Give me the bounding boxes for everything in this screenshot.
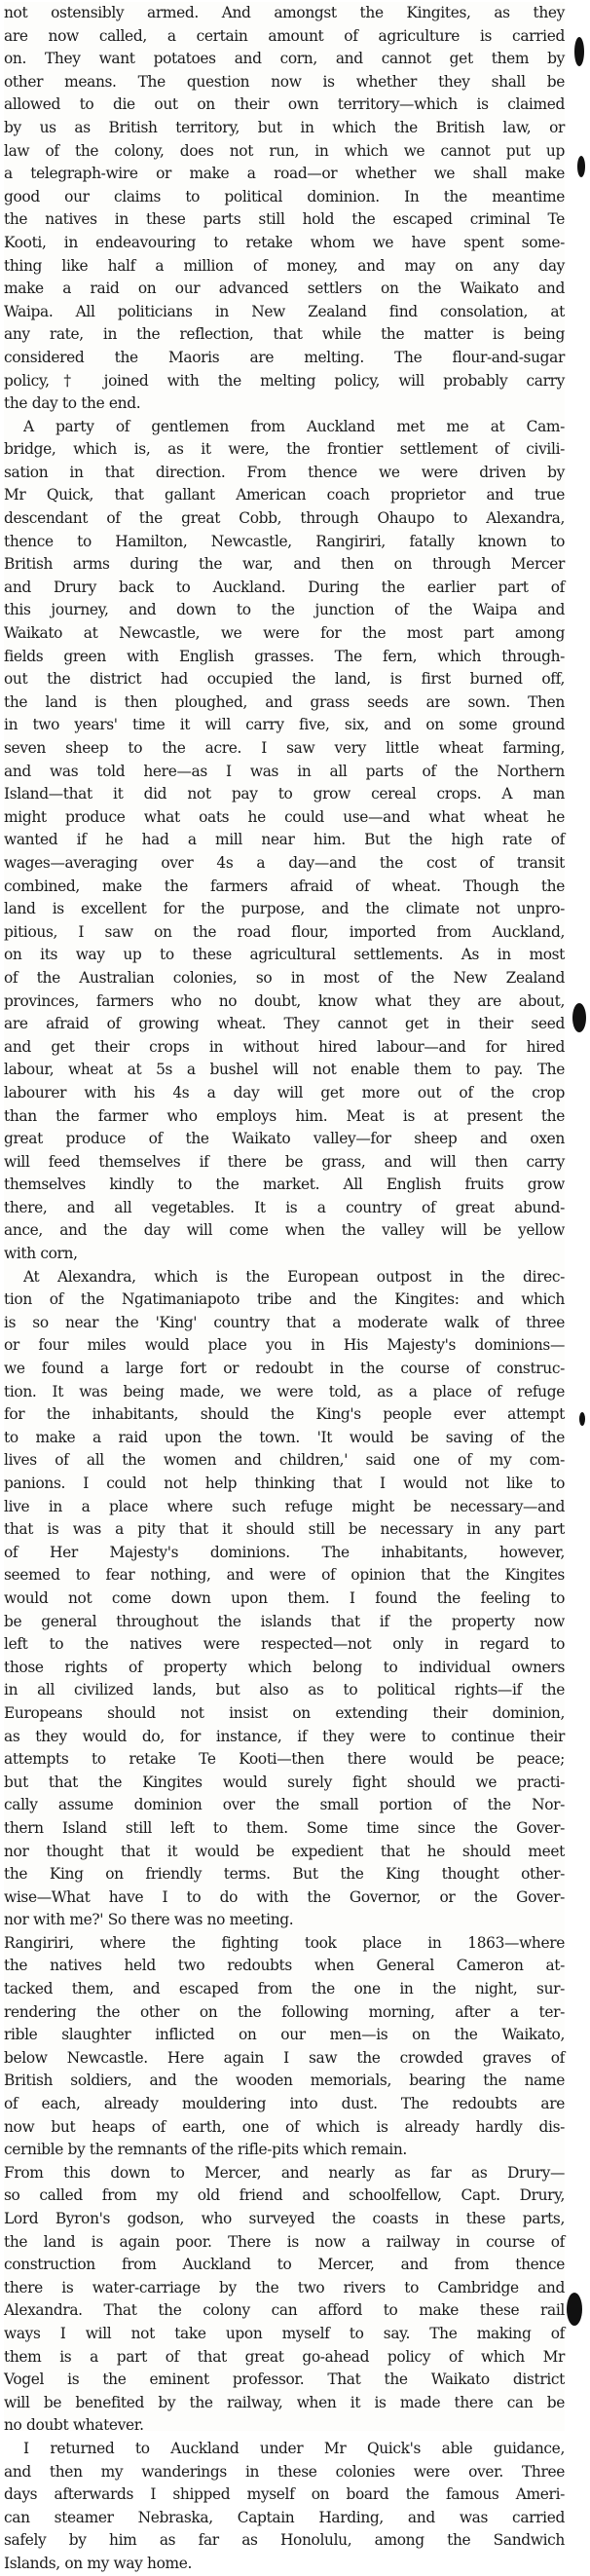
text-line: and was told here—as I was in all parts of the Northern — [4, 762, 565, 780]
text-line: live in a place where such refuge might be necessary—and — [4, 1497, 565, 1515]
paragraph-alexandra-redoubt — [4, 1266, 565, 1932]
text-line: will feed themselves if there be grass, and will then carry — [4, 1152, 565, 1171]
text-line: as they would do, for instance, if they were to continue their — [4, 1727, 565, 1745]
text-line: wise—What have I to do with the Governor, or the Gover- — [4, 1887, 565, 1906]
ink-blot — [579, 1412, 585, 1426]
text-line: pitious, I saw on the road flour, imported from Auckland, — [4, 922, 565, 941]
text-line: provinces, farmers who no doubt, know what they are about, — [4, 991, 565, 1010]
text-line: construction from Auckland to Mercer, and from thence — [4, 2256, 565, 2274]
text-line: this journey, and down to the junction of the Waipa and — [4, 601, 565, 619]
text-line: the land is again poor. There is now a railway in course of — [4, 2232, 565, 2251]
text-line: and get their crops in without hired labour—and for hired — [4, 1037, 565, 1056]
text-line: are now called, a certain amount of agriculture is carried — [4, 26, 565, 45]
text-line: fields green with English grasses. The fern, which through- — [4, 647, 565, 665]
text-line: considered the Maoris are melting. The flour-and-sugar — [4, 348, 565, 366]
text-line: be general throughout the islands that if the property now — [4, 1612, 565, 1630]
text-line: sation in that direction. From thence we were driven by — [4, 463, 565, 481]
text-line: there, and all vegetables. It is a country of great abund- — [4, 1198, 565, 1216]
text-line: than the farmer who employs him. Meat is at present the — [4, 1106, 565, 1125]
text-line: on its way up to these agricultural settlements. As in most — [4, 946, 565, 964]
text-line: cally assume dominion over the small portion of the Nor- — [4, 1796, 565, 1814]
text-line: the land is then ploughed, and grass seeds are sown. Then — [4, 692, 565, 711]
text-line: with corn, — [4, 1245, 78, 1263]
text-line: so called from my old friend and schoolfellow, Capt. Drury, — [4, 2186, 565, 2205]
text-line: rible slaughter inflicted on our men—is on the Waikato, — [4, 2026, 565, 2044]
text-line: we found a large fort or redoubt in the course of construc- — [4, 1360, 565, 1378]
text-line: in all civilized lands, but also as to political rights—if the — [4, 1681, 565, 1699]
text-line: thence to Hamilton, Newcastle, Rangiriri, fatally known to — [4, 532, 565, 550]
text-line: cernible by the remnants of the rifle-pits which remain. — [4, 2141, 407, 2159]
text-line: descendant of the great Cobb, through Ohaupo to Alexandra, — [4, 509, 565, 528]
text-line: might produce what oats he could use—and what wheat he — [4, 807, 565, 826]
text-line: the natives in these parts still hold the escaped criminal Te — [4, 210, 565, 229]
text-line: allowed to die out on their own territory—which is claimed — [4, 95, 565, 114]
newspaper-column — [4, 2, 565, 2572]
paragraph-return-home — [4, 2438, 565, 2576]
ink-blot — [574, 37, 584, 66]
text-line: labour, wheat at 5s a bushel will not enable them to pay. The — [4, 1061, 565, 1079]
paragraph-kingites-agriculture — [4, 2, 565, 416]
text-line: those rights of property which belong to individual owners — [4, 1658, 565, 1676]
text-line: wages—averaging over 4s a day—and the cost of transit — [4, 853, 565, 872]
text-line: policy,† joined with the melting policy, will probably carry — [4, 371, 565, 390]
text-line: for the inhabitants, should the King's people ever attempt — [4, 1405, 565, 1424]
paragraph-rangiriri — [4, 1932, 565, 2162]
text-line: days afterwards I shipped myself on board the famous Ameri- — [4, 2485, 565, 2504]
text-line: wanted if he had a mill near him. But the high rate of — [4, 831, 565, 849]
text-line: other means. The question now is whether they shall be — [4, 72, 565, 91]
ink-blot — [577, 156, 585, 177]
text-line: on. They want potatoes and corn, and cannot get them by — [4, 50, 565, 68]
text-line: would not come down upon them. I found the feeling to — [4, 1588, 565, 1607]
text-line: thern Island still left to them. Some time since the Gover- — [4, 1818, 565, 1837]
text-line: that is was a pity that it should still be necessary in any part — [4, 1520, 565, 1539]
text-line: seemed to fear nothing, and were of opinion that the Kingites — [4, 1566, 565, 1585]
text-line: below Newcastle. Here again I saw the crowded graves of — [4, 2048, 565, 2067]
text-line: attempts to retake Te Kooti—then there would be peace; — [4, 1750, 565, 1769]
text-line: Islands, on my way home. — [4, 2554, 193, 2572]
text-line: in two years' time it will carry five, six, and on some ground — [4, 716, 565, 734]
text-line: is so near the 'King' country that a moderate walk of three — [4, 1313, 565, 1331]
text-line: Lord Byron's godson, who surveyed the coasts in these parts, — [4, 2210, 565, 2227]
text-line: the natives held two redoubts when General Cameron at- — [4, 1957, 565, 1975]
text-line: I returned to Auckland under Mr Quick's able guidance, — [23, 2439, 565, 2457]
ink-blot — [567, 2293, 582, 2326]
text-line: panions. I could not help thinking that I would not like to — [4, 1475, 565, 1492]
text-line: British arms during the war, and then on through Mercer — [4, 555, 565, 574]
text-line: tion of the Ngatimaniapoto tribe and the Kingites: and which — [4, 1290, 565, 1309]
text-line: Rangiriri, where the fighting took place in 1863—where — [4, 1933, 565, 1952]
text-line: nor with me?' So there was no meeting. — [4, 1911, 294, 1929]
text-line: out the district had occupied the land, is first burned off, — [4, 670, 565, 689]
text-line: Waipa. All politicians in New Zealand find consolation, at — [4, 302, 565, 320]
text-line: Europeans should not insist on extending their dominion, — [4, 1703, 565, 1722]
text-line: From this down to Mercer, and nearly as far as Drury— — [4, 2163, 565, 2182]
text-line: themselves kindly to the market. All English fruits grow — [4, 1176, 565, 1194]
text-line: tacked them, and escaped from the one in the night, sur- — [4, 1980, 565, 1998]
text-line: and then my wanderings in these colonies were over. Three — [4, 2462, 565, 2481]
text-line: good our claims to political dominion. In the meantime — [4, 187, 565, 205]
text-line: land is excellent for the purpose, and the climate not unpro- — [4, 900, 565, 918]
text-line: combined, make the farmers afraid of wheat. Though the — [4, 877, 565, 895]
text-line: any rate, in the reflection, that while the matter is being — [4, 325, 565, 344]
text-line: great produce of the Waikato valley—for sheep and oxen — [4, 1130, 565, 1148]
text-line: nor thought that it would be expedient that he should meet — [4, 1842, 565, 1860]
text-line: there is water-carriage by the two rivers to Cambridge and — [4, 2278, 565, 2296]
text-line: of Her Majesty's dominions. The inhabitants, however, — [4, 1543, 565, 1561]
text-line: or four miles would place you in His Majesty's dominions— — [4, 1336, 565, 1355]
text-line: thing like half a million of money, and may on any day — [4, 256, 565, 275]
text-line: them is a part of that great go-ahead policy of which Mr — [4, 2347, 565, 2366]
paragraph-mercer-drury — [4, 2162, 565, 2438]
text-line: Waikato at Newcastle, we were for the most part among — [4, 624, 565, 643]
text-line: labourer with his 4s a day will get more out of the crop — [4, 1083, 565, 1101]
text-line: British soldiers, and the wooden memorials, bearing the name — [4, 2072, 565, 2090]
text-line: the King on friendly terms. But the King thought other- — [4, 1865, 565, 1884]
text-line: can steamer Nebraska, Captain Harding, and was carried — [4, 2508, 565, 2526]
text-line: by us as British territory, but in which the British law, or — [4, 118, 565, 136]
text-line: no doubt whatever. — [4, 2416, 144, 2435]
text-line: Island—that it did not pay to grow cereal crops. A man — [4, 785, 565, 803]
text-line: ways I will not take upon myself to say. The making of — [4, 2324, 565, 2342]
text-line: now but heaps of earth, one of which is already hardly dis- — [4, 2117, 565, 2136]
text-line: ance, and the day will come when the valley will be yellow — [4, 1221, 565, 1240]
text-line: to make a raid upon the town. 'It would be saving of the — [4, 1428, 565, 1446]
text-line: of each, already mouldering into dust. The redoubts are — [4, 2095, 565, 2113]
text-line: Mr Quick, that gallant American coach proprietor and true — [4, 486, 565, 504]
text-line: and Drury back to Auckland. During the earlier part of — [4, 578, 565, 596]
text-line: rendering the other on the following morning, after a ter- — [4, 2002, 565, 2021]
text-line: the day to the end. — [4, 394, 141, 413]
text-line: left to the natives were respected—not only in regard to — [4, 1635, 565, 1654]
text-line: of the Australian colonies, so in most of the New Zealand — [4, 968, 565, 987]
ink-blot — [572, 1003, 586, 1032]
text-line: safely by him as far as Honolulu, among the Sandwich — [4, 2531, 565, 2550]
text-line: A party of gentlemen from Auckland met me at Cam- — [23, 417, 565, 435]
text-line: Kooti, in endeavouring to retake whom we have spent some- — [4, 233, 565, 251]
text-line: but that the Kingites would surely fight should we practi- — [4, 1773, 565, 1791]
text-line: lives of all the women and children,' said one of my com- — [4, 1451, 565, 1470]
text-line: a telegraph-wire or make a road—or whether we shall make — [4, 165, 565, 183]
text-line: not ostensibly armed. And amongst the Kingites, as they — [4, 4, 565, 21]
text-line: Alexandra. That the colony can afford to make these rail — [4, 2301, 565, 2320]
text-line: bridge, which is, as it were, the frontier settlement of civili- — [4, 440, 565, 459]
paragraph-cambridge-journey — [4, 416, 565, 1266]
text-line: are afraid of growing wheat. They cannot get in their seed — [4, 1015, 565, 1033]
text-line: seven sheep to the acre. I saw very little wheat farming, — [4, 739, 565, 757]
text-line: Vogel is the eminent professor. That the Waikato district — [4, 2371, 565, 2389]
text-line: make a raid on our advanced settlers on the Waikato and — [4, 280, 565, 298]
text-line: will be benefited by the railway, when it is made there can be — [4, 2393, 565, 2411]
text-line: tion. It was being made, we were told, as a place of refuge — [4, 1382, 565, 1400]
text-line: At Alexandra, which is the European outpost in the direc- — [23, 1267, 565, 1286]
text-line: law of the colony, does not run, in which we cannot put up — [4, 141, 565, 160]
